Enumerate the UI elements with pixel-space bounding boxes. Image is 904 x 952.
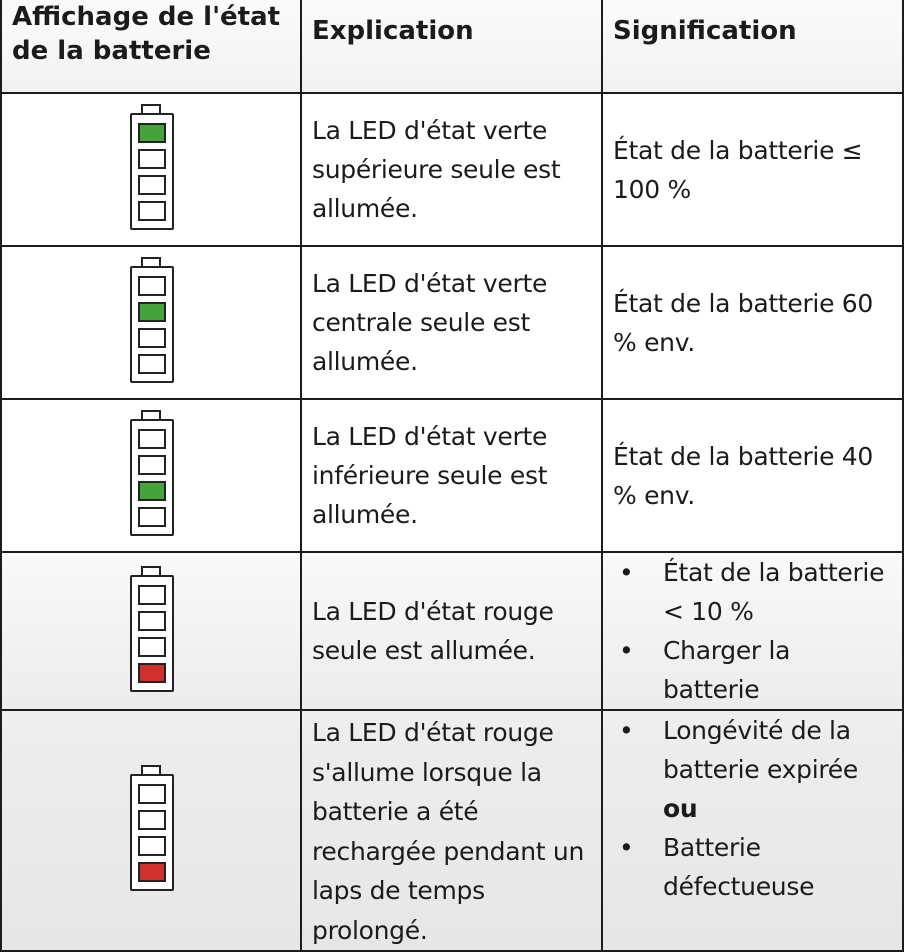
led-segment-bottom (138, 201, 166, 221)
list-item (613, 711, 892, 789)
led-segment-upper-middle (138, 455, 166, 475)
explanation-cell: La LED d'état rouge s'allume lorsque la batterie a été rechargée pendant un laps de temps prolongé. (301, 710, 602, 951)
explanation-cell: La LED d'état rouge seule est allumée. (301, 552, 602, 710)
led-segment-top (138, 784, 166, 804)
battery-display-cell (1, 399, 301, 552)
meaning-bullet-list (613, 711, 892, 906)
led-segment-top (138, 585, 166, 605)
bullet-text: Longévité de la batterie expirée (663, 716, 858, 784)
meaning-cell (602, 552, 903, 710)
battery-display-cell (1, 93, 301, 246)
connector-text: ou (663, 794, 698, 823)
led-segment-upper-middle (138, 810, 166, 830)
list-item (613, 828, 892, 906)
explanation-cell: La LED d'état verte centrale seule est allumée. (301, 246, 602, 399)
led-segment-top (138, 276, 166, 296)
table-row (1, 93, 903, 246)
battery-display-cell (1, 710, 301, 951)
led-segment-lower-middle (138, 328, 166, 348)
led-segment-bottom (138, 354, 166, 374)
led-segment-lower-middle (138, 481, 166, 501)
bullet-icon: • (619, 833, 634, 862)
bullet-text: Batterie défectueuse (663, 833, 815, 901)
list-item (613, 553, 892, 631)
explanation-cell: La LED d'état verte supérieure seule est allumée. (301, 93, 602, 246)
header-meaning: Signification (602, 0, 903, 93)
led-segment-bottom (138, 507, 166, 527)
table-row (1, 710, 903, 951)
led-segment-top (138, 123, 166, 143)
meaning-bullet-list (613, 553, 892, 709)
led-segment-lower-middle (138, 637, 166, 657)
battery-icon (130, 765, 172, 889)
table-row (1, 399, 903, 552)
led-segment-bottom (138, 862, 166, 882)
meaning-cell: État de la batterie 40 % env. (602, 399, 903, 552)
table-row (1, 552, 903, 710)
table-row (1, 246, 903, 399)
led-segment-bottom (138, 663, 166, 683)
led-segment-lower-middle (138, 175, 166, 195)
bullet-text: État de la batterie < 10 % (663, 558, 885, 626)
meaning-cell: État de la batterie 60 % env. (602, 246, 903, 399)
led-segment-upper-middle (138, 302, 166, 322)
meaning-cell: État de la batterie ≤ 100 % (602, 93, 903, 246)
meaning-cell (602, 710, 903, 951)
list-item (613, 789, 892, 828)
battery-icon (130, 257, 172, 381)
bullet-icon: • (619, 636, 634, 665)
bullet-icon: • (619, 716, 634, 745)
explanation-cell: La LED d'état verte inférieure seule est allumée. (301, 399, 602, 552)
led-segment-upper-middle (138, 149, 166, 169)
battery-icon (130, 104, 172, 228)
header-explanation: Explication (301, 0, 602, 93)
list-item (613, 631, 892, 709)
header-battery-display: Affichage de l'état de la batterie (1, 0, 301, 93)
battery-icon (130, 410, 172, 534)
table-header-row (1, 0, 903, 93)
battery-display-cell (1, 552, 301, 710)
battery-display-cell (1, 246, 301, 399)
bullet-text: Charger la batterie (663, 636, 791, 704)
led-segment-upper-middle (138, 611, 166, 631)
led-segment-lower-middle (138, 836, 166, 856)
bullet-icon: • (619, 558, 634, 587)
battery-icon (130, 566, 172, 690)
led-segment-top (138, 429, 166, 449)
